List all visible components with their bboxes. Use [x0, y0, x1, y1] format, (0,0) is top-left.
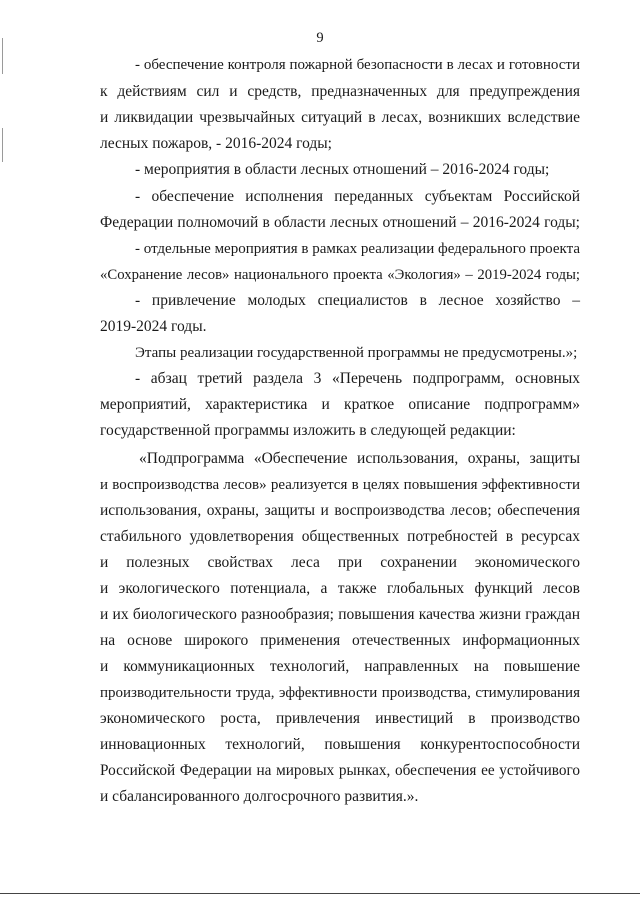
scan-artifact — [2, 128, 3, 162]
text-line: экономического роста, привлечения инвестиций в производство — [100, 710, 580, 727]
text-line: «Подпрограмма «Обеспечение использования, охраны, защиты — [139, 450, 580, 467]
text-line: - привлечение молодых специалистов в лесное хозяйство – — [135, 292, 580, 309]
text-line: Этапы реализации государственной программы не предусмотрены.»; — [135, 345, 578, 361]
text-line: 2019-2024 годы. — [100, 318, 207, 335]
text-line: государственной программы изложить в следующей редакции: — [100, 422, 516, 439]
text-line: - обеспечение исполнения переданных субъектам Российской — [135, 188, 580, 205]
text-line: - мероприятия в области лесных отношений – 2016-2024 годы; — [135, 161, 550, 178]
text-line: мероприятий, характеристика и краткое описание подпрограмм» — [100, 396, 580, 413]
text-line: - отдельные мероприятия в рамках реализации федерального проекта — [135, 241, 580, 257]
text-line: инновационных технологий, повышения конкурентоспособности — [100, 736, 580, 753]
text-line: и коммуникационных технологий, направленных на повышение — [100, 658, 580, 675]
text-line: и экологического потенциала, а также глобальных функций лесов — [100, 580, 580, 597]
text-line: Российской Федерации на мировых рынках, обеспечения ее устойчивого — [100, 762, 580, 779]
text-line: на основе широкого применения отечественных информационных — [100, 632, 580, 649]
text-line: - абзац третий раздела 3 «Перечень подпрограмм, основных — [135, 370, 580, 387]
text-line: и их биологического разнообразия; повышения качества жизни граждан — [100, 606, 580, 623]
text-line: «Сохранение лесов» национального проекта «Экология» – 2019-2024 годы; — [100, 267, 580, 283]
bottom-divider — [0, 893, 640, 894]
text-line: производительности труда, эффективности производства, стимулирования — [100, 685, 580, 701]
text-line: к действиям сил и средств, предназначенных для предупреждения — [100, 83, 580, 100]
text-line: стабильного удовлетворения общественных потребностей в ресурсах — [100, 528, 580, 545]
text-line: и воспроизводства лесов» реализуется в целях повышения эффективности — [100, 477, 580, 493]
text-line: Федерации полномочий в области лесных отношений – 2016-2024 годы; — [100, 214, 580, 231]
text-line: и ликвидации чрезвычайных ситуаций в лесах, возникших вследствие — [100, 109, 580, 126]
text-line: и полезных свойствах леса при сохранении экономического — [100, 554, 580, 571]
text-line: использования, охраны, защиты и воспроизводства лесов; обеспечения — [100, 502, 580, 519]
page-number: 9 — [316, 30, 324, 46]
text-line: - обеспечение контроля пожарной безопасности в лесах и готовности — [135, 57, 580, 73]
text-line: и сбалансированного долгосрочного развития.». — [100, 788, 419, 805]
text-line: лесных пожаров, - 2016-2024 годы; — [100, 135, 332, 152]
